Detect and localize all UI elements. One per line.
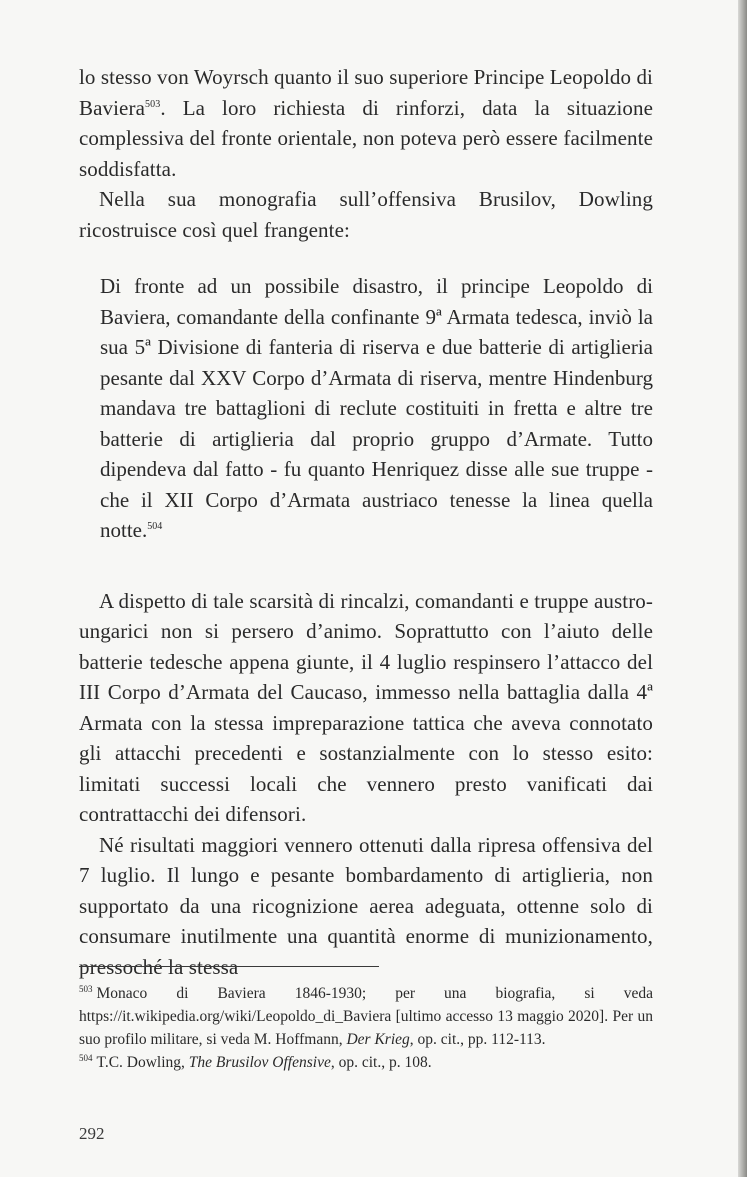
paragraph-1-text: lo stesso von Woyrsch quanto il suo superiore Principe Leopoldo di Baviera: [79, 65, 653, 120]
paragraph-1: [79, 62, 653, 184]
block-quote-text: Di fronte ad un possibile disastro, il principe Leopoldo di Baviera, comandante della confinante 9ª Armata tedesca, inviò la sua 5ª Divisione di fanteria di riserva e due batterie di artiglieria pesante dal XXV Corpo d’Armata di riserva, mentre Hindenburg mandava tre battaglioni di reclute costituiti in fretta e altre tre batterie di artiglieria dal proprio gruppo d’Armate. Tutto dipendeva dal fatto - fu quanto Henriquez disse alle sue truppe - che il XII Corpo d’Armata austriaco tenesse la linea quella notte.: [100, 274, 653, 542]
footnote-503-tail: , op. cit., pp. 112-113.: [409, 1031, 546, 1048]
footnotes: [79, 982, 653, 1074]
footnote-ref-503: 503: [145, 98, 161, 110]
footnote-503-number: 503: [79, 983, 93, 994]
page-number: 292: [79, 1124, 105, 1143]
footnote-504-number: 504: [79, 1052, 93, 1063]
main-text: [79, 62, 653, 982]
footnote-503-title: Der Krieg: [346, 1031, 410, 1048]
page-edge-shadow: [738, 0, 747, 1177]
footnote-504-title: The Brusilov Offensive: [188, 1054, 331, 1071]
paragraph-2: Nella sua monografia sull’offensiva Brusilov, Dowling ricostruisce così quel frangente:: [79, 187, 653, 242]
paragraph-4: Né risultati maggiori vennero ottenuti dalla ripresa offensiva del 7 luglio. Il lungo e pesante bombardamento di artiglieria, non supportato da una ricognizione aerea adeguata, ottenne solo di consumare inutilmente una quantità enorme di munizionamento, pressoché la stessa: [79, 832, 653, 979]
footnote-503-text: Monaco di Baviera 1846-1930; per una biografia, si veda https://it.wikipedia.org/wiki/Leopoldo_di_Baviera [ultimo accesso 13 maggio 2020]. Per un suo profilo militare, si veda M. Hoffmann,: [79, 985, 653, 1048]
paragraph-1-tail: . La loro richiesta di rinforzi, data la situazione complessiva del fronte orientale, non poteva però essere facilmente soddisfatta.: [79, 95, 653, 181]
footnote-ref-504: 504: [147, 521, 163, 532]
footnote-separator: [79, 966, 379, 967]
footnote-503: [79, 982, 653, 1051]
paragraph-3: A dispetto di tale scarsità di rincalzi, comandanti e truppe austro-ungarici non si persero d’animo. Soprattutto con l’aiuto delle batterie tedesche appena giunte, il 4 luglio respinsero l’attacco del III Corpo d’Armata del Caucaso, immesso nella battaglia dalla 4ª Armata con la stessa impreparazione tattica che aveva connotato gli attacchi precedenti e sostanzialmente con lo stesso esito: limitati successi locali che vennero presto vanificati dai contrattacchi dei difensori.: [79, 588, 653, 826]
footnote-504: [79, 1051, 653, 1074]
block-quote: [79, 271, 653, 546]
footnote-504-text: T.C. Dowling,: [96, 1054, 189, 1071]
footnote-504-tail: , op. cit., p. 108.: [330, 1054, 432, 1071]
